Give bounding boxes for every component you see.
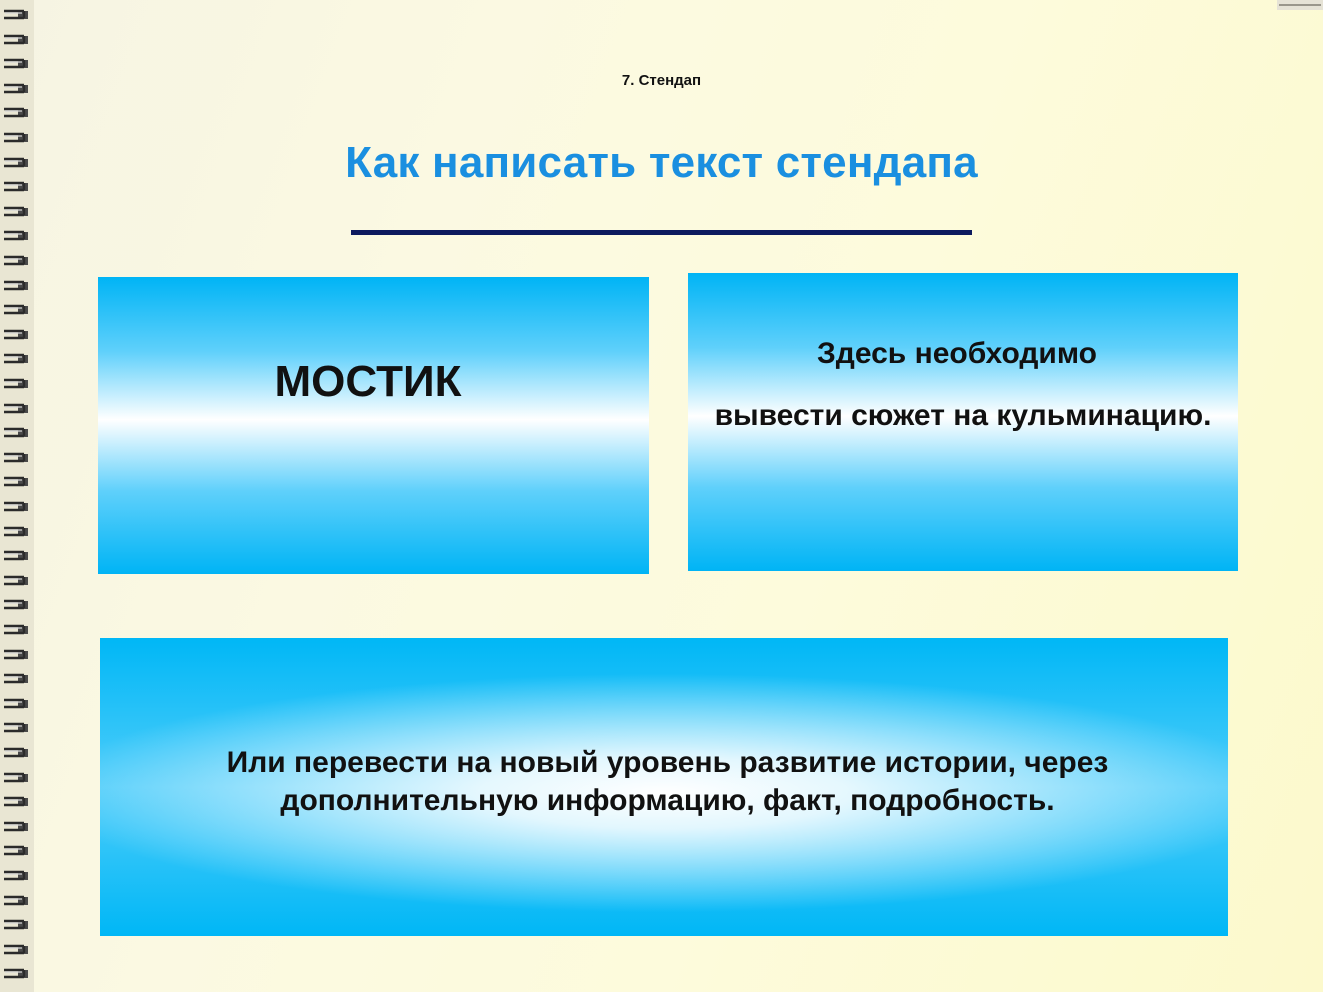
- spiral-ring: [2, 229, 30, 243]
- corner-decoration: [1277, 0, 1323, 10]
- spiral-ring: [2, 721, 30, 735]
- bridge-box: [98, 277, 649, 574]
- spiral-ring: [2, 426, 30, 440]
- spiral-ring: [2, 623, 30, 637]
- spiral-ring: [2, 697, 30, 711]
- spiral-ring: [2, 402, 30, 416]
- spiral-ring: [2, 820, 30, 834]
- spiral-ring: [2, 771, 30, 785]
- spiral-ring: [2, 57, 30, 71]
- spiral-ring: [2, 918, 30, 932]
- spiral-ring: [2, 303, 30, 317]
- spiral-ring: [2, 328, 30, 342]
- section-label: 7. Стендап: [621, 72, 702, 89]
- spiral-ring: [2, 525, 30, 539]
- spiral-ring: [2, 33, 30, 47]
- spiral-ring: [2, 967, 30, 981]
- spiral-ring: [2, 8, 30, 22]
- spiral-ring: [2, 795, 30, 809]
- spiral-ring: [2, 746, 30, 760]
- spiral-ring: [2, 598, 30, 612]
- spiral-ring: [2, 672, 30, 686]
- spiral-ring: [2, 254, 30, 268]
- spiral-ring: [2, 500, 30, 514]
- spiral-ring: [2, 377, 30, 391]
- spiral-ring: [2, 475, 30, 489]
- spiral-ring: [2, 574, 30, 588]
- alternative-text: Или перевести на новый уровень развитие истории, через дополнительную информацию, факт, подробность.: [226, 746, 1109, 817]
- explanation-line-1: Здесь необходимо: [817, 337, 1097, 370]
- spiral-ring: [2, 106, 30, 120]
- spiral-ring: [2, 844, 30, 858]
- explanation-line-2: вывести сюжет на кульминацию.: [714, 399, 1212, 432]
- spiral-ring: [2, 869, 30, 883]
- spiral-ring: [2, 549, 30, 563]
- spiral-ring: [2, 279, 30, 293]
- spiral-ring: [2, 894, 30, 908]
- title-underline: [351, 230, 972, 235]
- explanation-box: [688, 273, 1238, 571]
- alternative-box: [100, 638, 1228, 936]
- spiral-ring: [2, 205, 30, 219]
- slide-title: Как написать текст стендапа: [345, 138, 978, 187]
- spiral-ring: [2, 451, 30, 465]
- bridge-heading: МОСТИК: [274, 357, 462, 406]
- spiral-ring: [2, 648, 30, 662]
- spiral-ring: [2, 943, 30, 957]
- spiral-ring: [2, 352, 30, 366]
